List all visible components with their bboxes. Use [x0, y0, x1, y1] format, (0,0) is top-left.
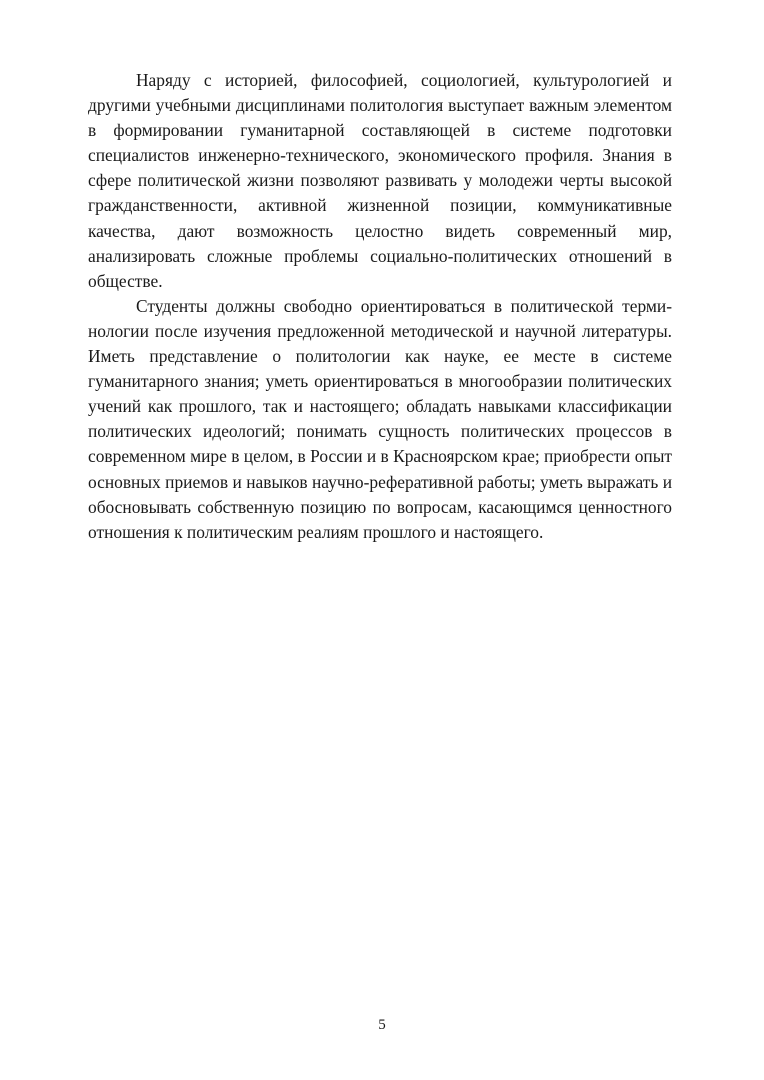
paragraph-2: Студенты должны свободно ориентироваться в политической терминологии после изучения предложенной методической и научной литературы. Иметь представление о политологии как науке, ее месте в системе гуманитарного знания; уметь ориентироваться в многообразии политических учений как прошлого, так и настоящего; обладать навыками классификации политических идеологий; понимать сущность политических процессов в современном мире в целом, в России и в Красноярском крае; приобрести опыт основных приемов и навыков научно-реферативной работы; уметь выражать и обосновывать собственную позицию по вопросам, касающимся ценностного отношения к политическим реалиям прошлого и настоящего.: [88, 295, 672, 542]
paragraph-1: Наряду с историей, философией, социологией, культурологией и другими учебными дисциплинами политология выступает важным элементом в формировании гуманитарной составляющей в системе подготовки специалистов инженерно-технического, экономического профиля. Знания в сфере политической жизни позволяют развивать у молодежи черты высокой гражданственности, активной жизненной позиции, коммуникативные качества, дают возможность целостно видеть современный мир, анализировать сложные проблемы социально-политических отношений в обществе.: [88, 70, 672, 291]
page-number: 5: [378, 1017, 386, 1033]
body-text: [88, 68, 672, 545]
